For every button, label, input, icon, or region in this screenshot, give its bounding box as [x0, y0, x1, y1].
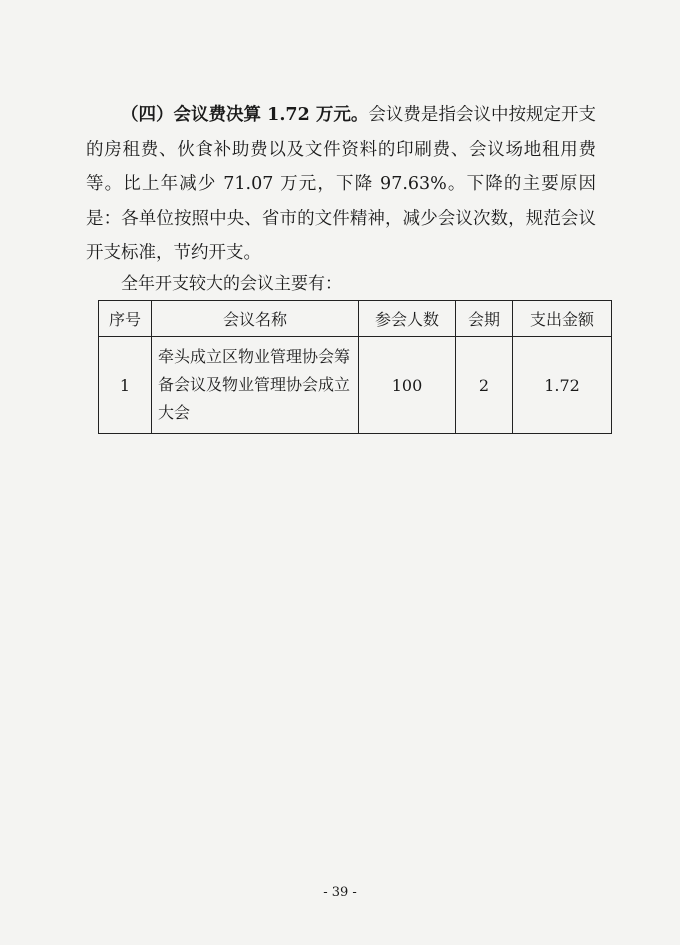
cell-amount: 1.72	[513, 337, 612, 434]
header-amount: 支出金额	[513, 301, 612, 337]
header-no: 序号	[99, 301, 152, 337]
page-number: - 39 -	[323, 885, 357, 900]
table-header-row	[99, 301, 612, 337]
paragraph-meeting-expenses	[86, 98, 596, 271]
table-row	[99, 337, 612, 434]
section-heading: （四）会议费决算 1.72 万元。	[121, 105, 369, 125]
cell-no: 1	[99, 337, 152, 434]
header-name: 会议名称	[152, 301, 359, 337]
table-intro: 全年开支较大的会议主要有：	[121, 274, 342, 294]
section-body: 会议费是指会议中按规定开支的房租费、伙食补助费以及文件资料的印刷费、会议场地租用费等。比上年减少 71.07 万元，下降 97.63%。下降的主要原因是：各单位按照中央、省市的文件精神，减少会议次数，规范会议开支标准，节约开支。	[86, 105, 596, 263]
header-days: 会期	[456, 301, 513, 337]
cell-name: 牵头成立区物业管理协会筹备会议及物业管理协会成立大会	[152, 337, 359, 434]
cell-days: 2	[456, 337, 513, 434]
header-attendees: 参会人数	[359, 301, 456, 337]
meeting-table	[98, 300, 612, 434]
cell-attendees: 100	[359, 337, 456, 434]
